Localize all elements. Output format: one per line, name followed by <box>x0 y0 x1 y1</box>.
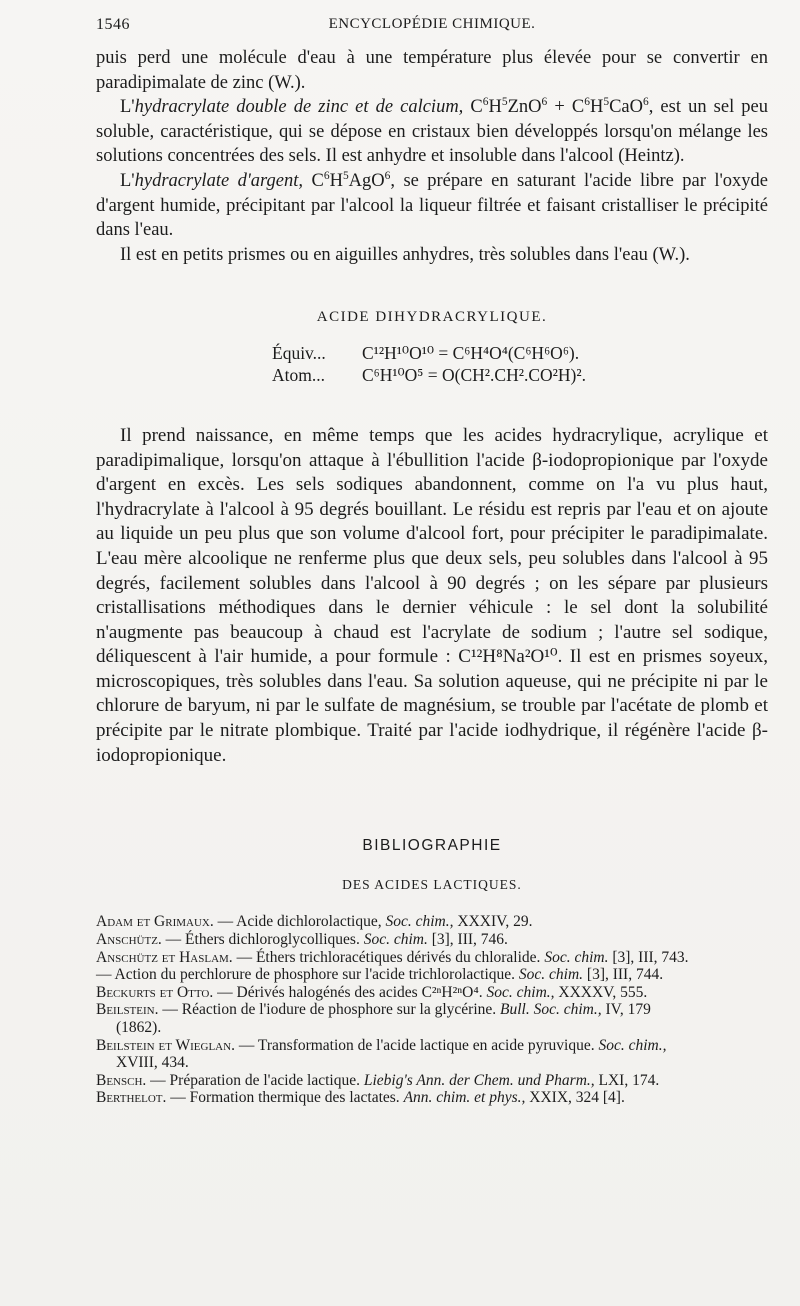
ref-author: Beilstein et Wieglan. <box>96 1036 235 1054</box>
ref-text: — Acide dichlorolactique, <box>213 913 386 931</box>
formula-calcium: $C^6H^5CaO^6$ <box>571 96 649 118</box>
ref-author: Anschütz et Haslam. <box>96 948 233 966</box>
bibliography-entry <box>96 931 768 949</box>
paragraph-2 <box>96 95 768 169</box>
atom-row <box>272 364 768 386</box>
atom-value: C⁶H¹⁰O⁵ = O(CH².CH².CO²H)². <box>362 364 587 385</box>
bibliography-entry <box>96 984 768 1002</box>
ref-tail: XXXXV, 555. <box>554 983 648 1001</box>
ref-tail: XXXIV, 29. <box>453 913 533 931</box>
ref-tail: [3], III, 744. <box>583 966 664 984</box>
ref-source: Soc. chim. <box>518 966 584 984</box>
ref-tail: [3], III, 743. <box>608 948 689 966</box>
ref-source: Soc. chim., <box>598 1036 667 1054</box>
ref-text: — Éthers trichloracétiques dérivés du chloralide. <box>232 948 545 966</box>
ref-tail: LXI, 174. <box>594 1071 660 1089</box>
bibliography-list <box>96 913 768 1107</box>
ref-text: — Préparation de l'acide lactique. <box>146 1071 364 1089</box>
plus-sign: + <box>547 97 572 118</box>
equiv-value: C¹²H¹⁰O¹⁰ = C⁶H⁴O⁴(C⁶H⁶O⁶). <box>362 342 580 363</box>
formula-zinc: $C^6H^5ZnO^6$ <box>470 96 548 118</box>
ref-author: Adam et Grimaux. <box>96 913 214 931</box>
ref-text: — Transformation de l'acide lactique en acide pyruvique. <box>234 1036 599 1054</box>
bibliography-entry <box>96 1037 768 1072</box>
paragraph-2-lead: L' <box>120 97 135 118</box>
running-title: ENCYCLOPÉDIE CHIMIQUE. <box>328 16 536 32</box>
formula-silver: $C^6H^5AgO^6$ <box>311 169 391 191</box>
ref-source: Bull. Soc. chim., <box>500 1001 602 1019</box>
bibliography-entry <box>96 1001 768 1036</box>
paragraph-3-rest: , se prépare en saturant l'acide libre par l'oxyde d'argent humide, précipitant par l'alcool la liqueur filtrée et faisant cristalliser le précipité dans l'eau. <box>96 170 769 241</box>
equiv-row <box>272 342 768 364</box>
ref-text: — Éthers dichloroglycolliques. <box>161 931 364 949</box>
bibliography-entry <box>96 1072 768 1090</box>
bibliography-entry <box>96 949 768 967</box>
section-title: ACIDE DIHYDRACRYLIQUE. <box>316 309 548 326</box>
ref-author: Bensch. <box>96 1071 147 1089</box>
bibliography-subtitle: DES ACIDES LACTIQUES. <box>342 876 522 892</box>
ref-source: Soc. chim. <box>544 948 609 966</box>
main-paragraph: Il prend naissance, en même temps que les acides hydracrylique, acrylique et paradipimalique, lorsqu'on attaque à l'ébullition l'acide β-iodopropionique par l'oxyde d'argent en excès. Les sels sodiques abandonnent, comme on l'a vu plus haut, l'hydracrylate à l'alcool à 95 degrés bouillant. Le résidu est repris par l'eau et on ajoute au liquide un peu plus que son volume d'alcool fort, pour précipiter le paradipimalate. L'eau mère alcoolique ne renferme plus que deux sels, peu solubles dans l'alcool à 95 degrés, facilement solubles dans l'alcool à 90 degrés ; on les sépare par plusieurs cristallisations méthodiques dans le dernier véhicule : le sel dont la solubilité n'augmente pas beaucoup à chaud est l'acrylate de sodium ; l'autre sel sodique, déliquescent à l'air humide, a pour formule : C¹²H⁸Na²O¹⁰. Il est en prismes soyeux, microscopiques, très solubles dans l'eau. Sa solution aqueuse, qui ne précipite ni par le chlorure de baryum, ni par le sulfate de magnésium, se trouble par l'acétate de plomb et précipite par le nitrate plombique. Traité par l'acide iodhydrique, il régénère l'acide β-iodopropionique. <box>96 424 768 766</box>
ref-source: Soc. chim. <box>363 931 428 949</box>
bibliography-entry <box>96 1089 768 1107</box>
ref-source: Soc. chim., <box>486 983 555 1001</box>
paragraph-2-italic: hydracrylate double de zinc et de calcium, <box>134 97 464 118</box>
ref-continuation: (1862). <box>116 1019 162 1036</box>
ref-tail: [3], III, 746. <box>427 931 508 949</box>
ref-tail: IV, 179 <box>601 1001 651 1019</box>
paragraph-1: puis perd une molécule d'eau à une température plus élevée pour se convertir en paradipimalate de zinc (W.). <box>96 48 768 93</box>
ref-author: Anschütz. <box>96 931 162 949</box>
ref-tail: XXIX, 324 [4]. <box>525 1089 625 1107</box>
paragraph-4: Il est en petits prismes ou en aiguilles anhydres, très solubles dans l'eau (W.). <box>120 244 690 265</box>
paragraph-3 <box>96 169 768 243</box>
ref-text: — Formation thermique des lactates. <box>166 1089 404 1107</box>
ref-source: Liebig's Ann. der Chem. und Pharm., <box>363 1071 595 1089</box>
ref-author: Berthelot. <box>96 1089 167 1107</box>
formula-block <box>272 342 768 386</box>
ref-text: — Action du perchlorure de phosphore sur l'acide trichlorolactique. <box>96 966 519 984</box>
ref-text: — Dérivés halogénés des acides C²ⁿH²ⁿO⁴. <box>213 983 487 1001</box>
ref-source: Ann. chim. et phys., <box>403 1089 526 1107</box>
paragraph-2-rest: , est un sel peu soluble, caractéristique, qui se dépose en cristaux bien développés lorsqu'on mélange les solutions concentrées des sels. Il est anhydre et insoluble dans l'alcool (Heintz). <box>96 97 769 167</box>
ref-continuation: XVIII, 434. <box>116 1054 189 1072</box>
paragraph-3-lead: L' <box>120 170 135 191</box>
page-body <box>96 46 768 1107</box>
ref-source: Soc. chim., <box>385 913 454 931</box>
equiv-label: Équiv... <box>272 342 326 363</box>
page-number: 1546 <box>96 16 130 33</box>
bibliography-title: BIBLIOGRAPHIE <box>362 837 502 855</box>
paragraph-3-italic: hydracrylate d'argent, <box>134 170 304 191</box>
ref-author: Beilstein. <box>96 1001 159 1019</box>
bibliography-entry <box>96 913 768 931</box>
atom-label: Atom... <box>272 364 325 385</box>
page-header <box>96 16 768 40</box>
ref-author: Beckurts et Otto. <box>96 983 214 1001</box>
ref-text: — Réaction de l'iodure de phosphore sur la glycérine. <box>158 1001 501 1019</box>
bibliography-entry <box>96 966 768 984</box>
